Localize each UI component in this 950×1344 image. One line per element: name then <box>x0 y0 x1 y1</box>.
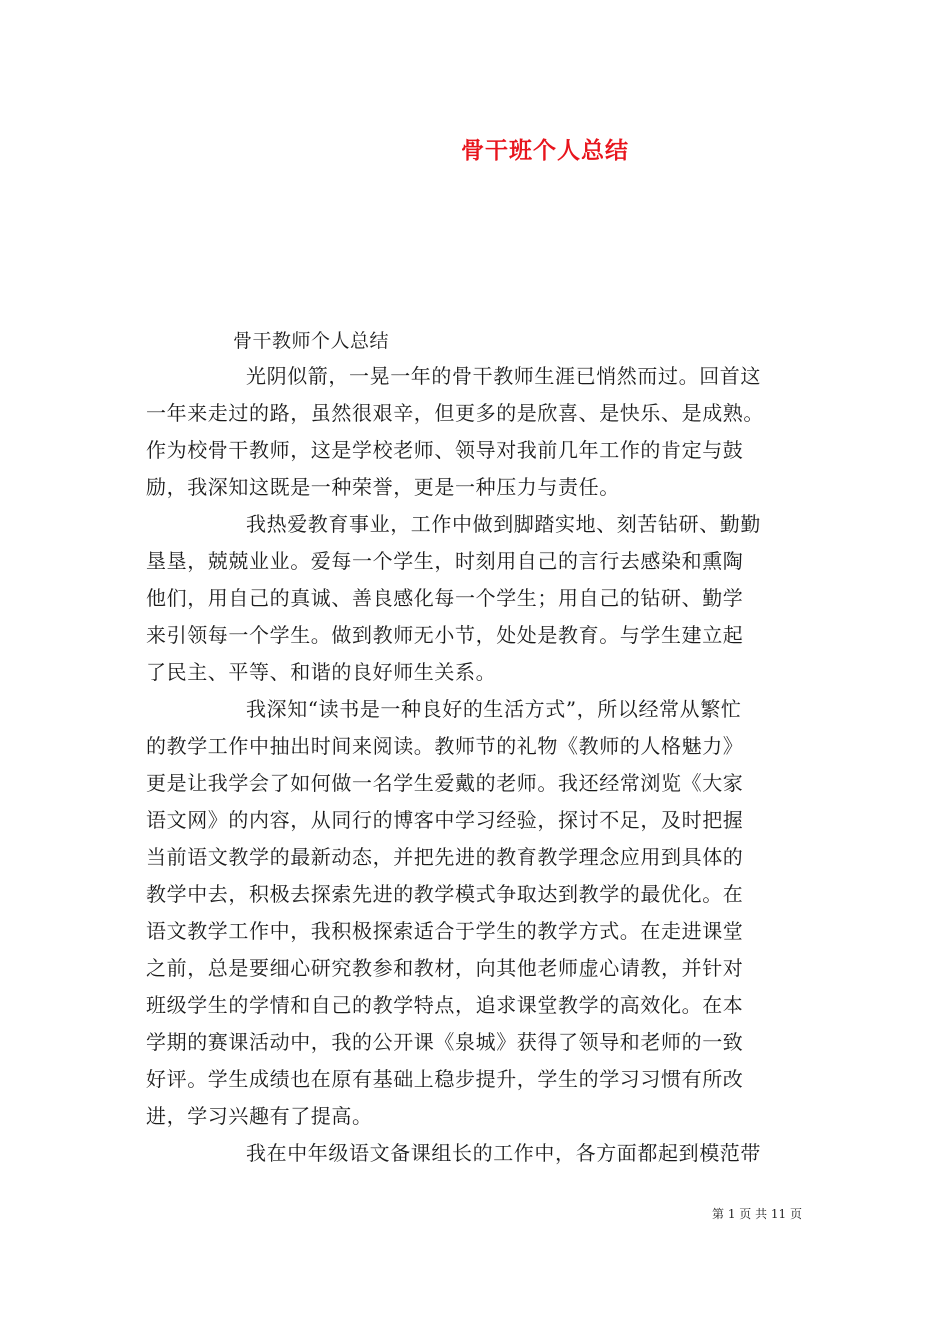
text-line: 励，我深知这既是一种荣誉，更是一种压力与责任。 <box>146 475 620 499</box>
text-line: 语文网》的内容，从同行的博客中学习经验，探讨不足，及时把握 <box>146 808 744 832</box>
text-line: 我热爱教育事业，工作中做到脚踏实地、刻苦钻研、勤勤 <box>246 512 761 536</box>
text-line: 一年来走过的路，虽然很艰辛，但更多的是欣喜、是快乐、是成熟。 <box>146 401 764 425</box>
section-subtitle: 骨干教师个人总结 <box>233 330 390 352</box>
text-line: 更是让我学会了如何做一名学生爱戴的老师。我还经常浏览《大家 <box>146 771 744 795</box>
text-line: 我在中年级语文备课组长的工作中，各方面都起到模范带 <box>246 1141 761 1165</box>
text-line: 之前，总是要细心研究教参和教材，向其他老师虚心请教，并针对 <box>146 956 744 980</box>
document-title: 骨干班个人总结 <box>461 137 629 164</box>
text-line: 当前语文教学的最新动态，并把先进的教育教学理念应用到具体的 <box>146 845 744 869</box>
text-line: 好评。学生成绩也在原有基础上稳步提升，学生的学习习惯有所改 <box>146 1067 744 1091</box>
text-line: 他们，用自己的真诚、善良感化每一个学生；用自己的钻研、勤学 <box>146 586 744 610</box>
text-line: 我深知“读书是一种良好的生活方式”，所以经常从繁忙 <box>246 697 742 721</box>
text-line: 班级学生的学情和自己的教学特点，追求课堂教学的高效化。在本 <box>146 993 744 1017</box>
text-line: 教学中去，积极去探索先进的教学模式争取达到教学的最优化。在 <box>146 882 744 906</box>
text-line: 了民主、平等、和谐的良好师生关系。 <box>146 660 497 684</box>
text-line: 语文教学工作中，我积极探索适合于学生的教学方式。在走进课堂 <box>146 919 744 943</box>
text-line: 作为校骨干教师，这是学校老师、领导对我前几年工作的肯定与鼓 <box>146 438 744 462</box>
body-text <box>146 358 816 1172</box>
text-line: 来引领每一个学生。做到教师无小节，处处是教育。与学生建立起 <box>146 623 744 647</box>
text-line: 进，学习兴趣有了提高。 <box>146 1104 373 1128</box>
text-line: 光阴似箭，一晃一年的骨干教师生涯已悄然而过。回首这 <box>246 364 761 388</box>
page-number: 第 1 页 共 11 页 <box>712 1207 802 1221</box>
text-line: 的教学工作中抽出时间来阅读。教师节的礼物《教师的人格魅力》 <box>146 734 744 758</box>
text-line: 垦垦，兢兢业业。爱每一个学生，时刻用自己的言行去感染和熏陶 <box>146 549 744 573</box>
text-line: 学期的赛课活动中，我的公开课《泉城》获得了领导和老师的一致 <box>146 1030 744 1054</box>
